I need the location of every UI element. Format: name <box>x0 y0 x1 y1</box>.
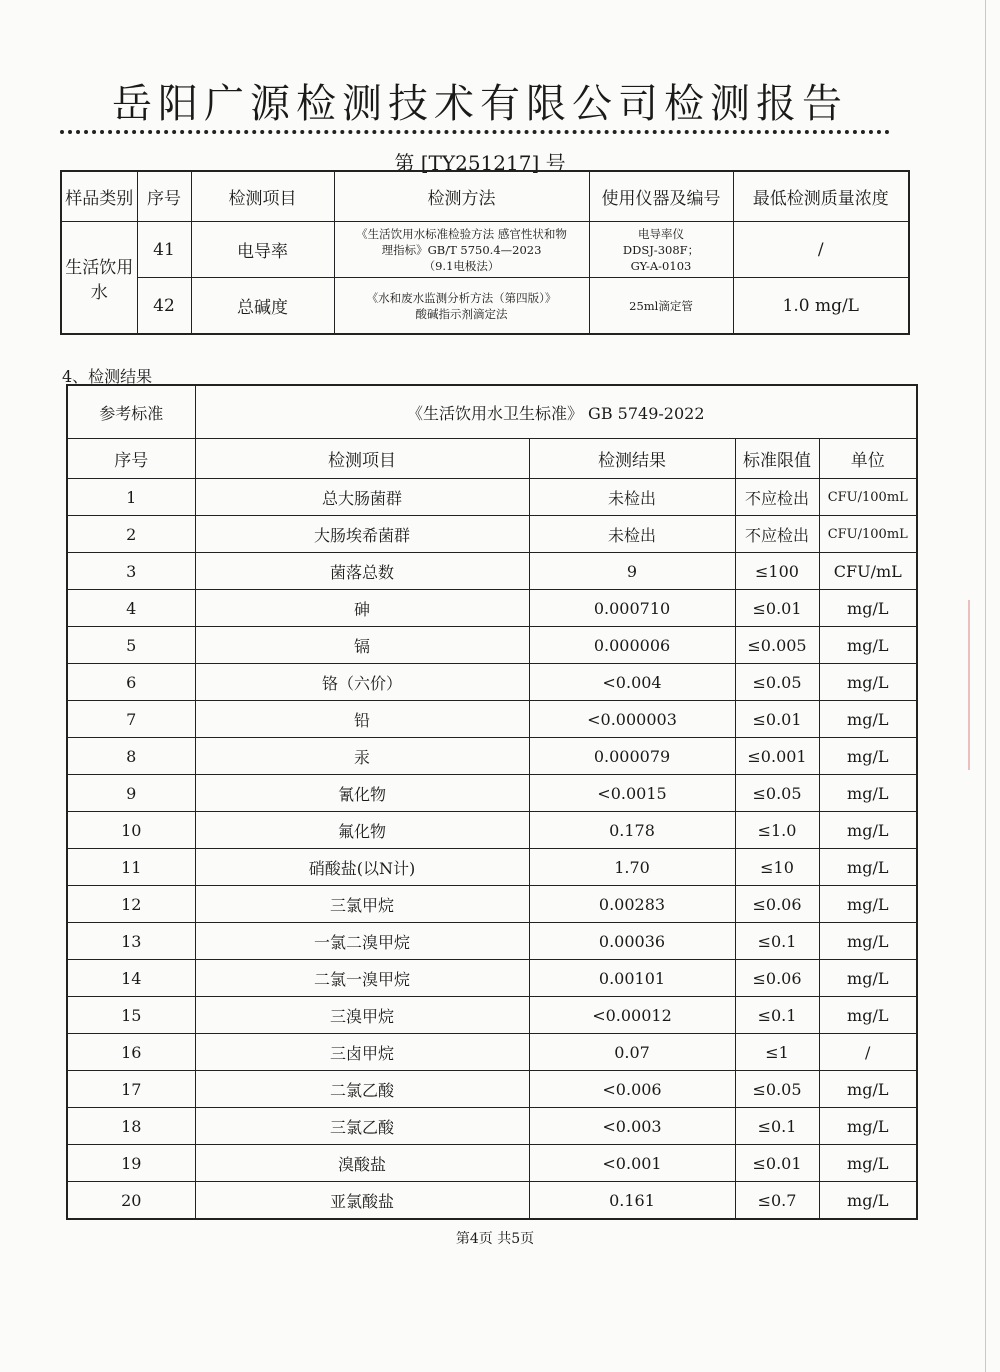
method-table-header <box>61 171 909 222</box>
test-result: <0.006 <box>529 1071 735 1108</box>
header-cell: 序号 <box>137 171 191 222</box>
test-item: 汞 <box>195 738 529 775</box>
row-number: 20 <box>67 1182 195 1220</box>
instrument-line: DDSJ-308F； <box>622 242 700 257</box>
unit: CFU/mL <box>819 553 917 590</box>
report-title: 岳阳广源检测技术有限公司检测报告 <box>112 81 848 127</box>
standard-limit: ≤0.05 <box>735 1071 819 1108</box>
row-number: 15 <box>67 997 195 1034</box>
page-footer: 第4页 共5页 <box>455 1231 535 1247</box>
seal-stamp-fragment <box>968 600 996 770</box>
unit: mg/L <box>819 886 917 923</box>
instrument <box>589 222 733 278</box>
test-item: 总碱度 <box>191 278 334 335</box>
standard-limit: ≤10 <box>735 849 819 886</box>
row-number: 13 <box>67 923 195 960</box>
standard-limit: 不应检出 <box>735 479 819 516</box>
header-cell: 检测项目 <box>191 171 334 222</box>
table-row <box>67 479 917 516</box>
table-row <box>67 1071 917 1108</box>
method-table <box>60 170 910 335</box>
test-result: <0.00012 <box>529 997 735 1034</box>
header-cell: 检测项目 <box>195 439 529 479</box>
row-number: 42 <box>137 278 191 335</box>
instrument-line: GY-A-0103 <box>630 258 692 273</box>
test-item: 氰化物 <box>195 775 529 812</box>
table-row <box>67 997 917 1034</box>
test-item: 二氯乙酸 <box>195 1071 529 1108</box>
standard-limit: ≤1.0 <box>735 812 819 849</box>
test-result: 1.70 <box>529 849 735 886</box>
method-line: 《水和废水监测分析方法（第四版）》 <box>366 290 557 305</box>
standard-limit: ≤0.05 <box>735 775 819 812</box>
test-item: 氟化物 <box>195 812 529 849</box>
test-result: <0.0015 <box>529 775 735 812</box>
test-item: 菌落总数 <box>195 553 529 590</box>
method-line: （9.1电极法） <box>423 258 500 273</box>
sample-category: 生活饮用水 <box>61 222 137 335</box>
table-row <box>67 1182 917 1220</box>
method-line: 《生活饮用水标准检验方法 感官性状和物 <box>356 226 567 241</box>
unit: mg/L <box>819 1145 917 1182</box>
instrument <box>589 278 733 335</box>
test-result: <0.004 <box>529 664 735 701</box>
unit: CFU/100mL <box>819 516 917 553</box>
report-number: 第 [TY251217] 号 <box>394 151 566 175</box>
header-cell: 检测方法 <box>334 171 589 222</box>
test-result: <0.001 <box>529 1145 735 1182</box>
test-item: 铅 <box>195 701 529 738</box>
table-row <box>67 664 917 701</box>
row-number: 9 <box>67 775 195 812</box>
test-result: 0.00036 <box>529 923 735 960</box>
unit: mg/L <box>819 849 917 886</box>
row-number: 11 <box>67 849 195 886</box>
test-result: 0.000710 <box>529 590 735 627</box>
test-item: 铬（六价） <box>195 664 529 701</box>
test-item: 总大肠菌群 <box>195 479 529 516</box>
test-item: 亚氯酸盐 <box>195 1182 529 1220</box>
standard-limit: ≤0.001 <box>735 738 819 775</box>
instrument-line: 25ml滴定管 <box>629 298 693 313</box>
test-result: 0.00283 <box>529 886 735 923</box>
standard-limit: ≤0.06 <box>735 886 819 923</box>
table-row <box>67 738 917 775</box>
unit: mg/L <box>819 627 917 664</box>
test-item: 溴酸盐 <box>195 1145 529 1182</box>
test-item: 三溴甲烷 <box>195 997 529 1034</box>
header-cell: 使用仪器及编号 <box>589 171 733 222</box>
table-row <box>67 923 917 960</box>
unit: / <box>819 1034 917 1071</box>
table-row <box>67 627 917 664</box>
detection-limit: / <box>733 222 909 278</box>
test-result: 0.000079 <box>529 738 735 775</box>
reference-standard-row <box>67 385 917 439</box>
table-row <box>67 812 917 849</box>
row-number: 6 <box>67 664 195 701</box>
table-row <box>67 886 917 923</box>
row-number: 7 <box>67 701 195 738</box>
standard-limit: ≤0.1 <box>735 1108 819 1145</box>
method-row <box>61 222 909 278</box>
test-result: <0.003 <box>529 1108 735 1145</box>
row-number: 8 <box>67 738 195 775</box>
test-item: 三氯甲烷 <box>195 886 529 923</box>
row-number: 18 <box>67 1108 195 1145</box>
standard-limit: ≤0.01 <box>735 1145 819 1182</box>
test-result: 0.000006 <box>529 627 735 664</box>
unit: mg/L <box>819 664 917 701</box>
table-row <box>67 516 917 553</box>
unit: mg/L <box>819 923 917 960</box>
header-cell: 最低检测质量浓度 <box>733 171 909 222</box>
row-number: 1 <box>67 479 195 516</box>
standard-limit: ≤100 <box>735 553 819 590</box>
header-cell: 标准限值 <box>735 439 819 479</box>
test-result: 9 <box>529 553 735 590</box>
table-row <box>67 1108 917 1145</box>
method-row <box>61 278 909 335</box>
results-body <box>67 479 917 1220</box>
test-item: 三氯乙酸 <box>195 1108 529 1145</box>
standard-limit: ≤0.05 <box>735 664 819 701</box>
test-method <box>334 222 589 278</box>
standard-limit: ≤0.01 <box>735 701 819 738</box>
method-line: 理指标》GB/T 5750.4—2023 <box>381 242 542 257</box>
unit: mg/L <box>819 590 917 627</box>
table-row <box>67 590 917 627</box>
standard-limit: ≤0.06 <box>735 960 819 997</box>
table-row <box>67 1034 917 1071</box>
table-row <box>67 1145 917 1182</box>
standard-limit: ≤0.1 <box>735 923 819 960</box>
unit: mg/L <box>819 997 917 1034</box>
unit: mg/L <box>819 812 917 849</box>
test-item: 二氯一溴甲烷 <box>195 960 529 997</box>
row-number: 12 <box>67 886 195 923</box>
unit: CFU/100mL <box>819 479 917 516</box>
section-title: 4、检测结果 <box>62 367 153 386</box>
header-cell: 样品类别 <box>61 171 137 222</box>
standard-limit: ≤0.7 <box>735 1182 819 1220</box>
standard-limit: ≤0.005 <box>735 627 819 664</box>
method-line: 酸碱指示剂滴定法 <box>415 306 508 321</box>
test-item: 三卤甲烷 <box>195 1034 529 1071</box>
test-item: 一氯二溴甲烷 <box>195 923 529 960</box>
header-cell: 单位 <box>819 439 917 479</box>
unit: mg/L <box>819 775 917 812</box>
test-result: 0.161 <box>529 1182 735 1220</box>
reference-value: 《生活饮用水卫生标准》 GB 5749-2022 <box>195 385 917 439</box>
test-item: 硝酸盐(以N计) <box>195 849 529 886</box>
row-number: 5 <box>67 627 195 664</box>
standard-limit: ≤0.1 <box>735 997 819 1034</box>
row-number: 10 <box>67 812 195 849</box>
standard-limit: ≤1 <box>735 1034 819 1071</box>
table-row <box>67 701 917 738</box>
unit: mg/L <box>819 1108 917 1145</box>
table-row <box>67 849 917 886</box>
test-item: 大肠埃希菌群 <box>195 516 529 553</box>
row-number: 4 <box>67 590 195 627</box>
row-number: 19 <box>67 1145 195 1182</box>
unit: mg/L <box>819 960 917 997</box>
unit: mg/L <box>819 738 917 775</box>
unit: mg/L <box>819 1071 917 1108</box>
test-result: 0.00101 <box>529 960 735 997</box>
header-cell: 检测结果 <box>529 439 735 479</box>
row-number: 14 <box>67 960 195 997</box>
results-table <box>66 384 918 1220</box>
test-item: 镉 <box>195 627 529 664</box>
table-row <box>67 775 917 812</box>
test-item: 砷 <box>195 590 529 627</box>
detection-limit: 1.0 mg/L <box>733 278 909 335</box>
reference-label: 参考标准 <box>67 385 195 439</box>
test-result: 0.178 <box>529 812 735 849</box>
table-row <box>67 553 917 590</box>
unit: mg/L <box>819 1182 917 1220</box>
row-number: 2 <box>67 516 195 553</box>
results-table-header <box>67 439 917 479</box>
row-number: 17 <box>67 1071 195 1108</box>
test-method <box>334 278 589 335</box>
title-dotted-rule <box>60 130 890 134</box>
row-number: 16 <box>67 1034 195 1071</box>
test-result: 未检出 <box>529 516 735 553</box>
test-result: 0.07 <box>529 1034 735 1071</box>
unit: mg/L <box>819 701 917 738</box>
standard-limit: ≤0.01 <box>735 590 819 627</box>
test-item: 电导率 <box>191 222 334 278</box>
row-number: 3 <box>67 553 195 590</box>
table-row <box>67 960 917 997</box>
header-cell: 序号 <box>67 439 195 479</box>
instrument-line: 电导率仪 <box>638 226 684 241</box>
test-result: <0.000003 <box>529 701 735 738</box>
test-result: 未检出 <box>529 479 735 516</box>
standard-limit: 不应检出 <box>735 516 819 553</box>
row-number: 41 <box>137 222 191 278</box>
